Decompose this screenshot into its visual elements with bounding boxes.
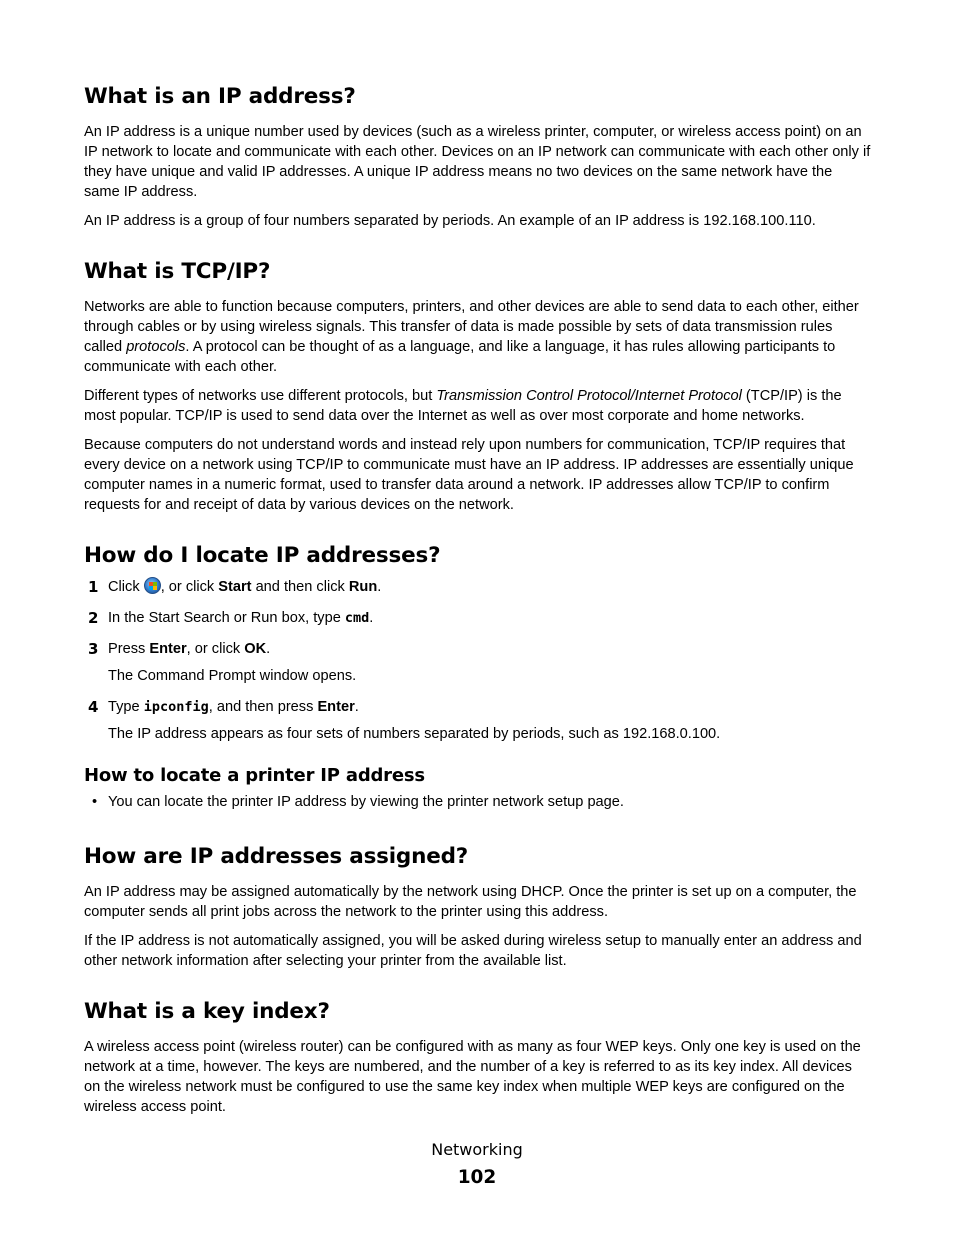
text: . (354, 699, 359, 715)
list-item (84, 792, 872, 812)
text: In the Start Search or Run box, type (108, 610, 345, 626)
code-text: cmd (344, 610, 370, 626)
windows-start-orb-icon (144, 577, 161, 594)
emphasis-text: protocols (126, 339, 186, 355)
text: Press (108, 641, 150, 657)
text: Different types of networks use different protocols, but (84, 388, 437, 404)
paragraph: Because computers do not understand words and instead rely upon numbers for communication, TCP/IP requires that every device on a network using TCP/IP to communicate must have an IP address. IP addresses are essentially unique computer names in a numeric format, used to transfer data around a network. IP addresses allow TCP/IP to confirm requests for and receipt of data by various devices on the network. (84, 437, 854, 513)
text: . (266, 641, 271, 657)
step-number: 1 (88, 578, 99, 596)
heading-what-is-tcp-ip: What is TCP/IP? (84, 259, 271, 284)
text: , and then press (208, 699, 318, 715)
text: You can locate the printer IP address by viewing the printer network setup page. (108, 794, 624, 810)
step-item (84, 577, 872, 597)
text: , or click (186, 641, 245, 657)
steps-list (84, 577, 872, 744)
heading-how-ip-assigned: How are IP addresses assigned? (84, 844, 469, 869)
step-number: 3 (88, 640, 99, 658)
paragraph (84, 386, 872, 426)
section-ip-assigned (84, 842, 872, 971)
paragraph: An IP address is a group of four numbers separated by periods. An example of an IP address is 192.168.100.110. (84, 213, 816, 229)
document-page (84, 82, 872, 1143)
step-number: 4 (88, 698, 99, 716)
bullet-mark: • (92, 794, 98, 810)
text: Networks are able to function because computers, printers, and other devices are able to send data to each other, either through cables or by using wireless signals. This transfer of data is made possible by sets of data transmission rules called (84, 299, 859, 355)
section-tcp-ip (84, 257, 872, 515)
bold-text: Enter (149, 641, 187, 657)
section-locate-ip (84, 541, 872, 812)
bold-text: Start (218, 579, 252, 595)
heading-what-is-key-index: What is a key index? (84, 999, 330, 1024)
text: Type (108, 699, 144, 715)
page-number: 102 (457, 1167, 497, 1188)
bold-text: Run (348, 579, 378, 595)
text: and then click (251, 579, 349, 595)
paragraph: A wireless access point (wireless router) can be configured with as many as four WEP keys. Only one key is used on the network at a time, however. The keys are numbered, and the number of a key is referred to as its key index. All devices on the wireless network must be configured to use the same key index when multiple WEP keys are configured on the wireless access point. (84, 1039, 861, 1115)
paragraph: An IP address may be assigned automatically by the network using DHCP. Once the printer is set up on a computer, the computer sends all print jobs across the network to the printer using this address. (84, 884, 857, 920)
text: . (377, 579, 382, 595)
text: . (369, 610, 374, 626)
code-text: ipconfig (143, 699, 209, 715)
step-item (84, 608, 872, 628)
paragraph (84, 297, 872, 377)
step-item (84, 697, 872, 744)
paragraph: If the IP address is not automatically assigned, you will be asked during wireless setup to manually enter an address and other network information after selecting your printer from the available list. (84, 933, 862, 969)
bold-text: Enter (317, 699, 355, 715)
footer-chapter: Networking (431, 1140, 523, 1159)
text: Click (108, 579, 144, 595)
section-ip-address (84, 82, 872, 231)
heading-what-is-ip-address: What is an IP address? (84, 84, 356, 109)
step-result: The Command Prompt window opens. (108, 668, 357, 684)
text: . A protocol can be thought of as a language, and like a language, it has rules allowing participants to communicate with each other. (84, 339, 836, 375)
section-key-index (84, 997, 872, 1117)
heading-how-locate-ip: How do I locate IP addresses? (84, 543, 441, 568)
step-number: 2 (88, 609, 99, 627)
step-item (84, 639, 872, 686)
bullet-list (84, 792, 872, 812)
text: , or click (160, 579, 219, 595)
emphasis-text: Transmission Control Protocol/Internet Protocol (436, 388, 742, 404)
text: (TCP/IP) is the most popular. TCP/IP is used to send data over the Internet as well as over most corporate and home networks. (84, 388, 842, 424)
bold-text: OK (244, 641, 267, 657)
step-result: The IP address appears as four sets of numbers separated by periods, such as 192.168.0.100. (108, 726, 721, 742)
subheading-locate-printer-ip: How to locate a printer IP address (84, 765, 425, 786)
paragraph: An IP address is a unique number used by devices (such as a wireless printer, computer, or wireless access point) on an IP network to locate and communicate with each other. Devices on an IP network can communicate with each other only if they have unique and valid IP addresses. A unique IP address means no two devices on the same network have the same IP address. (84, 124, 871, 200)
